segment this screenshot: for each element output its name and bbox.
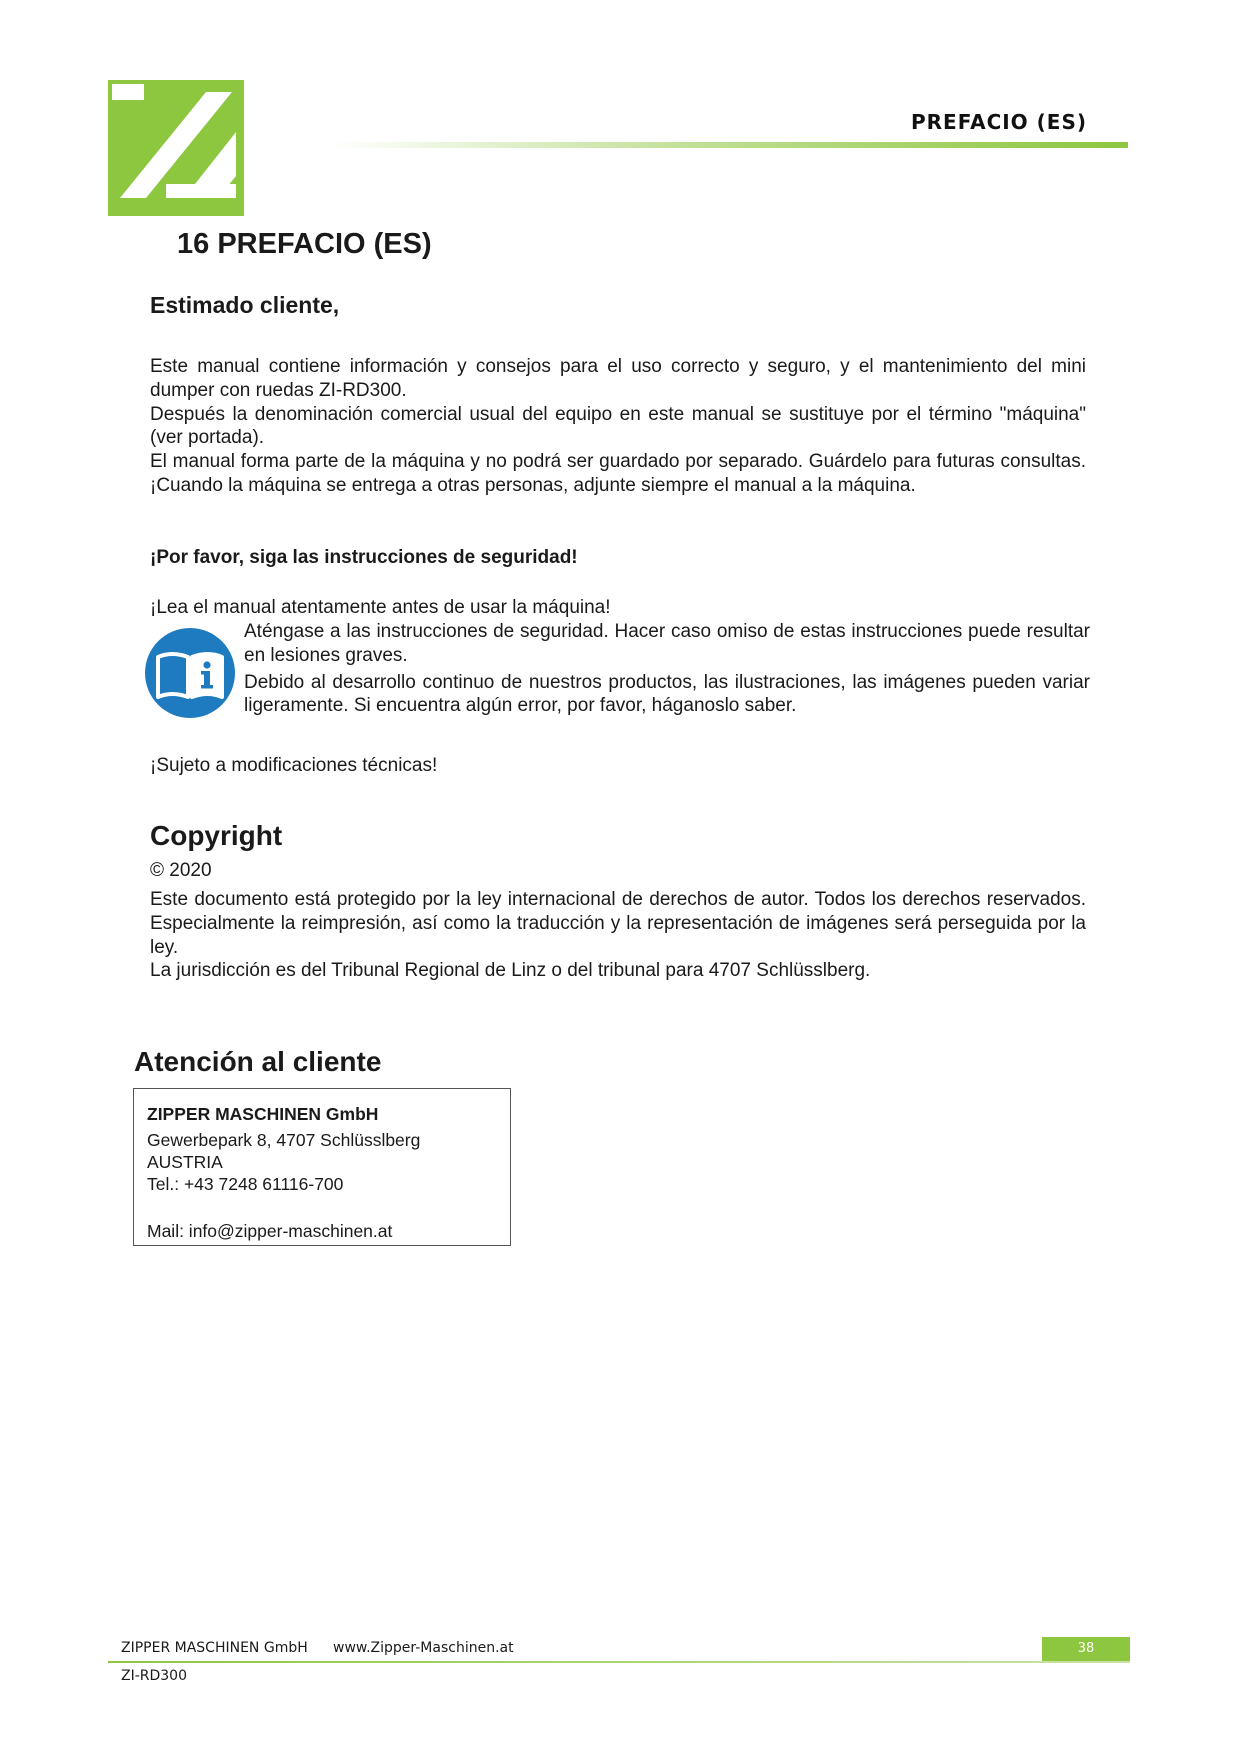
header-section-title: PREFACIO (ES): [911, 110, 1087, 134]
support-country: AUSTRIA: [147, 1152, 223, 1172]
intro-paragraph: Después la denominación comercial usual del equipo en este manual se sustituye por el término "máquina" (ver portada).: [150, 403, 1086, 449]
footer-rule: [108, 1661, 1130, 1663]
copyright-paragraph: La jurisdicción es del Tribunal Regional de Linz o del tribunal para 4707 Schlüsslberg.: [150, 960, 871, 982]
intro-paragraph: El manual forma parte de la máquina y no podrá ser guardado por separado. Guárdelo para futuras consultas. ¡Cuando la máquina se entrega a otras personas, adjunte siempre el manual a la máquina.: [150, 451, 1086, 496]
chapter-title: 16 PREFACIO (ES): [177, 228, 432, 260]
read-manual-info-icon: [144, 627, 236, 719]
footer-website: www.Zipper-Maschinen.at: [333, 1640, 514, 1656]
customer-support-box: [133, 1088, 511, 1246]
safety-text: [244, 620, 1090, 721]
support-mail: Mail: info@zipper-maschinen.at: [147, 1221, 393, 1241]
copyright-paragraph: Este documento está protegido por la ley internacional de derechos de autor. Todos los derechos reservados. Especialmente la reimpresión, así como la traducción y la representación de imágenes será perseguida por la ley.: [150, 889, 1086, 958]
safety-paragraph: Aténgase a las instrucciones de seguridad. Hacer caso omiso de estas instrucciones puede resultar en lesiones graves.: [244, 621, 1090, 666]
copyright-heading: Copyright: [150, 820, 283, 851]
safety-paragraph: Debido al desarrollo continuo de nuestros productos, las ilustraciones, las imágenes pueden variar ligeramente. Si encuentra algún error, por favor, háganoslo saber.: [244, 671, 1090, 717]
intro-text: [150, 355, 1086, 498]
read-manual-text: ¡Lea el manual atentamente antes de usar la máquina!: [150, 597, 611, 618]
support-address: Gewerbepark 8, 4707 Schlüsslberg: [147, 1130, 421, 1150]
support-company: ZIPPER MASCHINEN GmbH: [147, 1104, 379, 1124]
copyright-text: [150, 888, 1086, 983]
greeting-heading: Estimado cliente,: [150, 292, 340, 318]
page-number: 38: [1042, 1637, 1130, 1661]
copyright-year: © 2020: [150, 860, 212, 881]
intro-paragraph: Este manual contiene información y consejos para el uso correcto y seguro, y el mantenimiento del mini dumper con ruedas ZI-RD300.: [150, 356, 1086, 401]
safety-heading: ¡Por favor, siga las instrucciones de seguridad!: [150, 547, 578, 568]
footer-company: ZIPPER MASCHINEN GmbH: [121, 1640, 308, 1656]
support-phone: Tel.: +43 7248 61116-700: [147, 1174, 344, 1194]
header-rule: [330, 142, 1128, 148]
zipper-logo: [108, 80, 244, 216]
customer-support-heading: Atención al cliente: [134, 1046, 382, 1077]
technical-modifications-note: ¡Sujeto a modificaciones técnicas!: [150, 755, 438, 776]
footer-model: ZI-RD300: [121, 1668, 188, 1684]
